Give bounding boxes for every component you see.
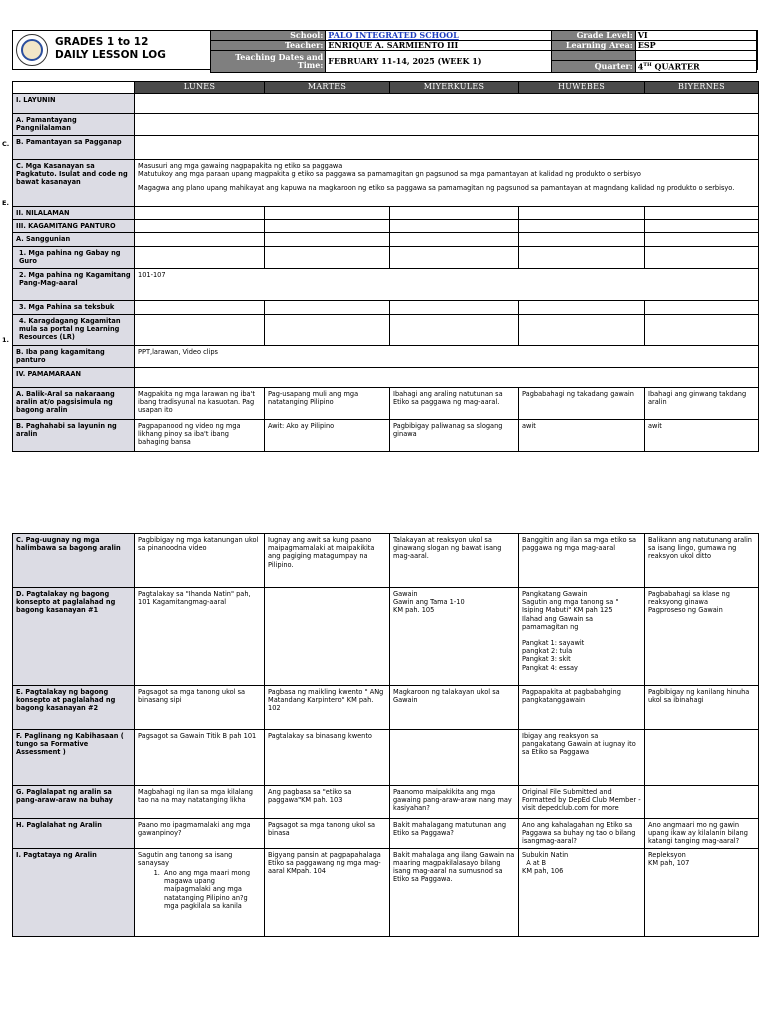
pagtalakay-1-miyerkules: Gawain Gawin ang Tama 1-10 KM pah. 105 — [390, 588, 519, 686]
row-paglinang — [13, 730, 759, 786]
pagtalakay-1-huwebes: Pangkatang Gawain Sagutin ang mga tanong sa " Isiping Mabuti" KM pah 125 Ilahad ang Gawain sa pamamagitan ng Pangkat 1: sayawit pangkat 2: tula Pangkat 3: skit Pangkat 4: essay — [519, 588, 645, 686]
kasanayan-line-1: Masusuri ang mga gawaing nagpapakita ng etiko sa paggawa — [138, 162, 343, 170]
cell-pamantayang-pangnilalaman — [135, 114, 759, 136]
header-filler-value — [635, 51, 756, 61]
pagtataya-miyerkules: Bakit mahalaga ang ilang Gawain na maaring magpakilalasayo bilang isang mag-aaral na sumusnod sa Etiko sa Paggawa. — [390, 848, 519, 936]
label-pag-uugnay: C. Pag-uugnay ng mga halimbawa sa bagong aralin — [13, 534, 135, 588]
paglalapat-lunes: Magbahagi ng ilan sa mga kilalang tao na na may natatanging likha — [135, 786, 265, 819]
lesson-log-table-top — [12, 81, 759, 452]
learning-area-label: Learning Area: — [552, 41, 636, 51]
paglalahat-huwebes: Ano ang kahalagahan ng Etiko sa Paggawa sa buhay ng tao o bilang isangmag-aaral? — [519, 819, 645, 849]
paglinang-biyernes — [645, 730, 759, 786]
label-paglalahat: H. Paglalahat ng Aralin — [13, 819, 135, 849]
balik-aral-miyerkules: Ibahagi ang araling natutunan sa Etiko sa paggawa ng mag-aaral. — [390, 387, 519, 419]
label-balik-aral: A. Balik-Aral sa nakaraang aralin at/o pagsisimula ng bagong aralin — [13, 387, 135, 419]
label-pamantayan-sa-pagganap: B. Pamantayan sa Pagganap — [13, 136, 135, 160]
pagtataya-biyernes: Repleksyon KM pah, 107 — [645, 848, 759, 936]
row-paghahabi — [13, 419, 759, 451]
row-pamantayang-pangnilalaman — [13, 114, 759, 136]
cell-kagamitang-pang-mag-aaral: 101-107 — [135, 268, 759, 300]
label-paglinang: F. Paglinang ng Kabihasaan ( tungo sa Formative Assessment ) — [13, 730, 135, 786]
pagtataya-question-1: 1. Ano ang mga maari mong magawa upang maipagmalaki ang mga natatanging Pilipino an?g mga pagkilala sa kanila — [162, 869, 261, 910]
paglalapat-biyernes — [645, 786, 759, 819]
cell-pamantayan-sa-pagganap — [135, 136, 759, 160]
kasanayan-line-3: Magagwa ang plano upang mahikayat ang kapuwa na magkaroon ng etiko sa paggawa sa pamamagitan ng pagsunod sa pamantayan at magndang kalidad ng produkto o serbisyo. — [138, 184, 735, 193]
cell-iba-pang-kagamitan: PPT,larawan, Video clips — [135, 345, 759, 367]
teacher-value: ENRIQUE A. SARMIENTO III — [326, 41, 552, 51]
label-nilalaman: II. NILALAMAN — [13, 207, 135, 220]
pagtalakay-1-martes — [265, 588, 390, 686]
pagtalakay-1-biyernes: Pagbabahagi sa klase ng reaksyong ginawa Pagproseso ng Gawain — [645, 588, 759, 686]
school-value: PALO INTEGRATED SCHOOL — [326, 31, 552, 41]
paglalahat-miyerkules: Bakit mahalagang matutunan ang Etiko sa Paggawa? — [390, 819, 519, 849]
pagtataya-lunes: Sagutin ang tanong sa isang sanaysay 1. Ano ang mga maari mong magawa upang maipagmalaki ang mga natatanging Pilipino an?g mga pagkilala sa kanila — [135, 848, 265, 936]
quarter-value: 4TH QUARTER — [635, 61, 756, 73]
side-marker-c: C. — [2, 140, 10, 148]
grade-level-label: Grade Level: — [552, 31, 636, 41]
cell-layunin — [135, 94, 759, 114]
title-line-1: GRADES 1 to 12 — [55, 36, 149, 48]
label-iba-pang-kagamitan: B. Iba pang kagamitang panturo — [13, 345, 135, 367]
row-balik-aral — [13, 387, 759, 419]
paghahabi-huwebes: awit — [519, 419, 645, 451]
paglalapat-huwebes: Original File Submitted and Formatted by DepEd Club Member - visit depedclub.com for more — [519, 786, 645, 819]
row-layunin — [13, 94, 759, 114]
paglalahat-martes: Pagsagot sa mga tanong ukol sa binasa — [265, 819, 390, 849]
paglinang-martes: Pagtalakay sa binasang kwento — [265, 730, 390, 786]
label-layunin: I. LAYUNIN — [13, 94, 135, 114]
pag-uugnay-huwebes: Banggitin ang ilan sa mga etiko sa paggawa ng mga mag-aaral — [519, 534, 645, 588]
row-pamamaraan — [13, 367, 759, 387]
day-header-biyernes: BIYERNES — [645, 82, 759, 94]
label-karagdagang-kagamitan: 4. Karagdagang Kagamitan mula sa portal ng Learning Resources (LR) — [13, 314, 135, 345]
row-gabay-ng-guro — [13, 246, 759, 268]
paghahabi-martes: Awit: Ako ay Pilipino — [265, 419, 390, 451]
row-teksbuk — [13, 300, 759, 314]
teacher-label: Teacher: — [211, 41, 326, 51]
cell-kasanayan — [135, 160, 759, 207]
row-pagtalakay-1 — [13, 588, 759, 686]
side-marker-e: E. — [2, 199, 9, 207]
days-header-row — [13, 82, 759, 94]
pagtalakay-1-lunes: Pagtalakay sa "Ihanda Natin" pah, 101 Kagamitangmag-aaral — [135, 588, 265, 686]
paglalapat-miyerkules: Paanomo maipakikita ang mga gawaing pang-araw-araw nang may kasiyahan? — [390, 786, 519, 819]
header-filler-label — [552, 51, 636, 61]
title-line-2: DAILY LESSON LOG — [55, 49, 166, 61]
grade-level-value: VI — [635, 31, 756, 41]
cell-pamamaraan — [135, 367, 759, 387]
days-header-blank — [13, 82, 135, 94]
header-block — [12, 30, 758, 70]
row-karagdagang-kagamitan — [13, 314, 759, 345]
lesson-log-table-bottom — [12, 533, 759, 937]
row-pag-uugnay — [13, 534, 759, 588]
document-title — [55, 36, 166, 62]
balik-aral-lunes: Magpakita ng mga larawan ng iba't ibang tradisyunal na kasuotan. Pag usapan ito — [135, 387, 265, 419]
paglinang-miyerkules — [390, 730, 519, 786]
day-header-huwebes: HUWEBES — [519, 82, 645, 94]
pagtataya-huwebes: Subukin Natin A at B KM pah, 106 — [519, 848, 645, 936]
balik-aral-huwebes: Pagbabahagi ng takadang gawain — [519, 387, 645, 419]
side-marker-1: 1. — [2, 336, 9, 344]
row-paglalapat — [13, 786, 759, 819]
label-pamamaraan: IV. PAMAMARAAN — [13, 367, 135, 387]
paglalapat-martes: Ang pagbasa sa "etiko sa paggawa"KM pah. 103 — [265, 786, 390, 819]
pagtalakay-2-martes: Pagbasa ng maikling kwento " ANg Matandang Karpintero" KM pah. 102 — [265, 686, 390, 730]
pagtalakay-2-huwebes: Pagpapakita at pagbabahging pangkatanggawain — [519, 686, 645, 730]
row-kagamitang-panturo — [13, 220, 759, 233]
row-pamantayan-sa-pagganap — [13, 136, 759, 160]
teaching-dates-value: FEBRUARY 11-14, 2025 (WEEK 1) — [326, 51, 552, 73]
balik-aral-biyernes: Ibahagi ang ginwang takdang aralin — [645, 387, 759, 419]
row-iba-pang-kagamitan — [13, 345, 759, 367]
learning-area-value: ESP — [635, 41, 756, 51]
row-kasanayan — [13, 160, 759, 207]
label-pagtalakay-1: D. Pagtalakay ng bagong konsepto at paglalahad ng bagong kasanayan #1 — [13, 588, 135, 686]
paghahabi-miyerkules: Pagbibigay paliwanag sa slogang ginawa — [390, 419, 519, 451]
row-kagamitang-pang-mag-aaral — [13, 268, 759, 300]
pagtalakay-2-biyernes: Pagbibigay ng kanilang hinuha ukol sa ibinahagi — [645, 686, 759, 730]
row-nilalaman — [13, 207, 759, 220]
label-kagamitang-pang-mag-aaral: 2. Mga pahina ng Kagamitang Pang-Mag-aaral — [13, 268, 135, 300]
pagtalakay-2-miyerkules: Magkaroon ng talakayan ukol sa Gawain — [390, 686, 519, 730]
label-pamantayang-pangnilalaman: A. Pamantayang Pangnilalaman — [13, 114, 135, 136]
pag-uugnay-lunes: Pagbibigay ng mga katanungan ukol sa pinanoodna video — [135, 534, 265, 588]
paghahabi-lunes: Pagpapanood ng video ng mga likhang pinoy sa iba't ibang bahaging bansa — [135, 419, 265, 451]
label-gabay-ng-guro: 1. Mga pahina ng Gabay ng Guro — [13, 246, 135, 268]
label-sanggunian: A. Sanggunian — [13, 233, 135, 246]
label-kagamitang-panturo: III. KAGAMITANG PANTURO — [13, 220, 135, 233]
kasanayan-line-2: Matutukoy ang mga paraan upang magpakita g etiko sa paggawa sa pamamagitan gn pagsunod sa mga pamantayan at kalidad ng produkto o serbisyo — [138, 170, 641, 179]
deped-seal-icon — [16, 34, 48, 66]
label-teksbuk: 3. Mga Pahina sa teksbuk — [13, 300, 135, 314]
paglalahat-lunes: Paano mo ipagmamalaki ang mga gawanpinoy? — [135, 819, 265, 849]
day-header-lunes: LUNES — [135, 82, 265, 94]
teaching-dates-label: Teaching Dates and Time: — [211, 51, 326, 73]
header-info-table — [210, 30, 757, 73]
label-paghahabi: B. Paghahabi sa layunin ng aralin — [13, 419, 135, 451]
day-header-miyerkules: MIYERKULES — [390, 82, 519, 94]
pag-uugnay-miyerkules: Talakayan at reaksyon ukol sa ginawang slogan ng bawat isang mag-aaral. — [390, 534, 519, 588]
balik-aral-martes: Pag-usapang muli ang mga natatanging Pilipino — [265, 387, 390, 419]
row-sanggunian — [13, 233, 759, 246]
paglalahat-biyernes: Ano angmaari mo ng gawin upang ikaw ay kilalanin bilang katangi tanging mag-aaral? — [645, 819, 759, 849]
pagtataya-martes: Bigyang pansin at pagpapahalaga Etiko sa paggawang ng mga mag-aaral KMpah. 104 — [265, 848, 390, 936]
pag-uugnay-biyernes: Balikann ang natutunang aralin sa isang lingo, gumawa ng reaksyon ukol ditto — [645, 534, 759, 588]
school-label: School: — [211, 31, 326, 41]
row-paglalahat — [13, 819, 759, 849]
pag-uugnay-martes: Iugnay ang awit sa kung paano maipagmamalaki at maipakikita ang pagiging matagumpay na Pilipino. — [265, 534, 390, 588]
quarter-label: Quarter: — [552, 61, 636, 73]
row-pagtalakay-2 — [13, 686, 759, 730]
paglinang-lunes: Pagsagot sa Gawain Titik B pah 101 — [135, 730, 265, 786]
day-header-martes: MARTES — [265, 82, 390, 94]
paghahabi-biyernes: awit — [645, 419, 759, 451]
label-kasanayan: C. Mga Kasanayan sa Pagkatuto. Isulat and code ng bawat kasanayan — [13, 160, 135, 207]
label-paglalapat: G. Paglalapat ng aralin sa pang-araw-araw na buhay — [13, 786, 135, 819]
label-pagtataya: I. Pagtataya ng Aralin — [13, 848, 135, 936]
pagtalakay-2-lunes: Pagsagot sa mga tanong ukol sa binasang sipi — [135, 686, 265, 730]
label-pagtalakay-2: E. Pagtalakay ng bagong konsepto at paglalahad ng bagong kasanayan #2 — [13, 686, 135, 730]
paglinang-huwebes: Ibigay ang reaksyon sa pangakatang Gawain at iugnay ito sa Etiko sa Paggawa — [519, 730, 645, 786]
row-pagtataya — [13, 848, 759, 936]
pagtataya-question-list — [138, 869, 261, 910]
